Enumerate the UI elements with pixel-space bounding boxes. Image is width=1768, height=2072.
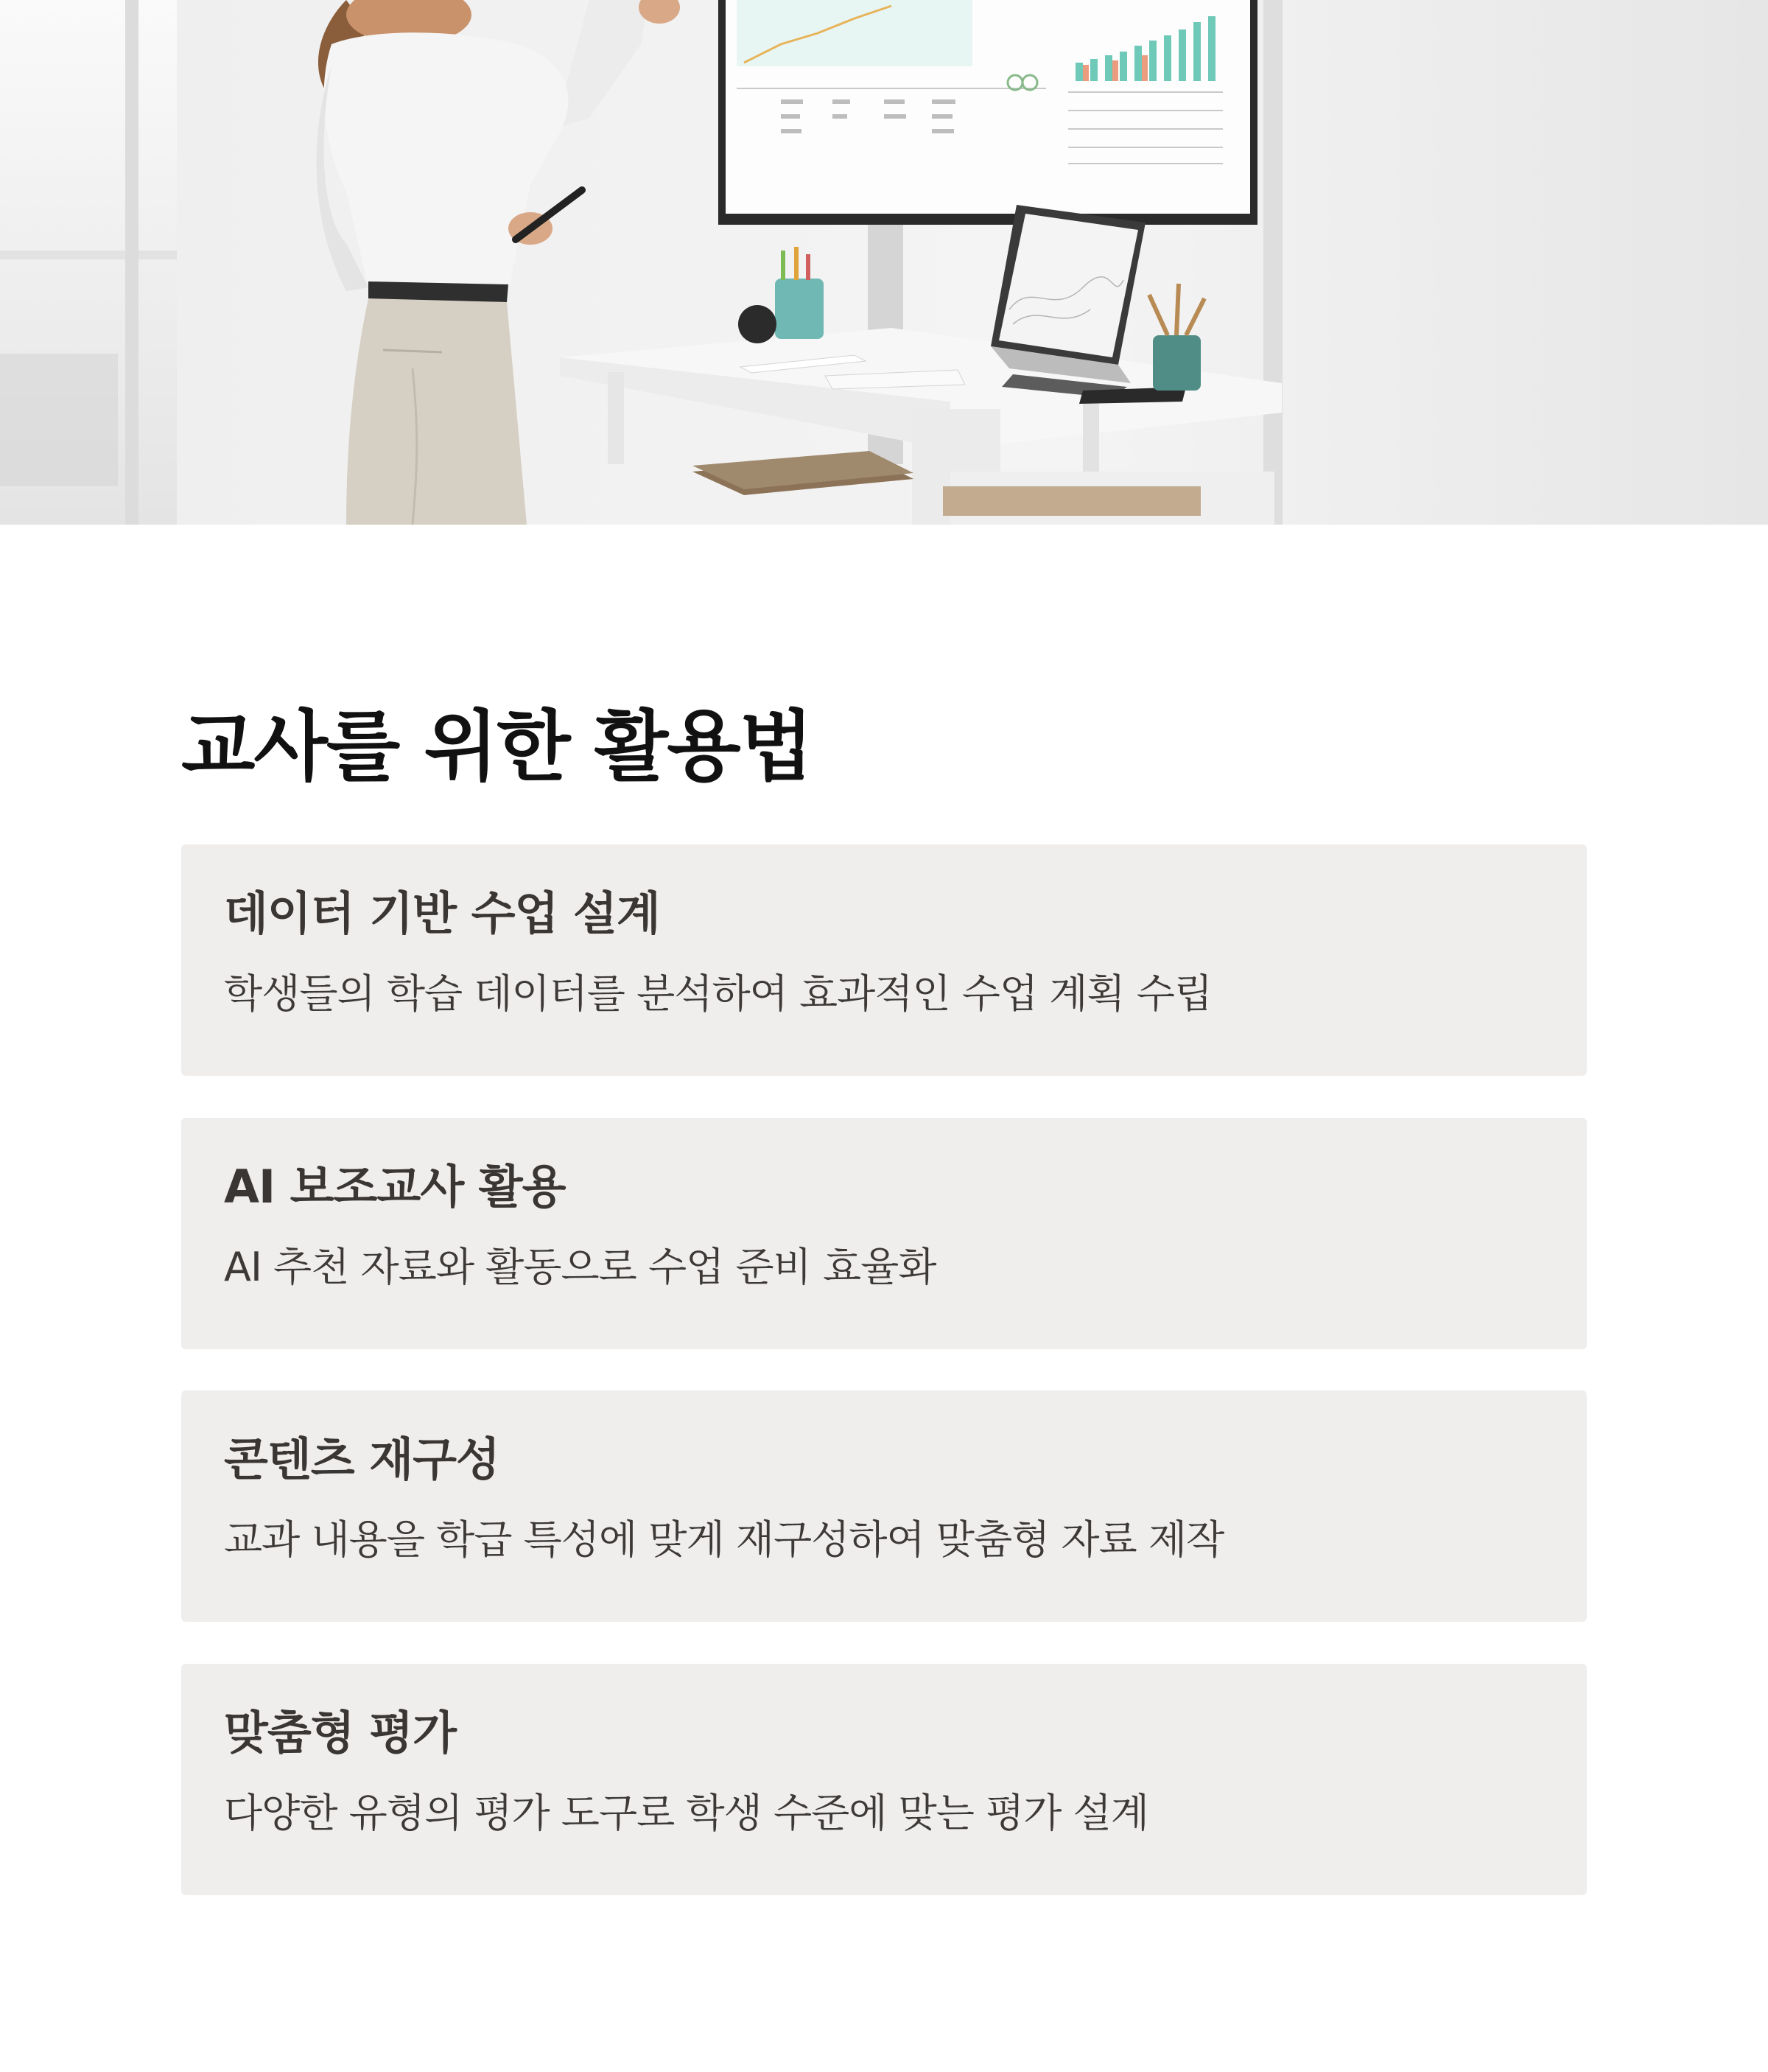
card-ai-assistant-teacher [181,1118,1587,1349]
card-description: AI 추천 자료와 활동으로 수업 준비 효율화 [224,1244,936,1290]
card-title: 맞춤형 평가 [224,1706,457,1760]
card-description: 학생들의 학습 데이터를 분석하여 효과적인 수업 계획 수립 [224,970,1213,1017]
card-title: 콘텐츠 재구성 [224,1432,499,1486]
card-title: 데이터 기반 수업 설계 [224,886,660,940]
hero-image [0,0,1768,525]
card-title: AI 보조교사 활용 [224,1160,566,1214]
card-description: 교과 내용을 학급 특성에 맞게 재구성하여 맞춤형 자료 제작 [224,1516,1224,1563]
card-description: 다양한 유형의 평가 도구로 학생 수준에 맞는 평가 설계 [224,1790,1148,1836]
hero-illustration [0,0,1768,525]
card-customized-assessment [181,1664,1587,1895]
section-title: 교사를 위한 활용법 [181,701,813,791]
card-data-driven-lesson-design [181,844,1587,1076]
card-content-restructuring [181,1390,1587,1622]
